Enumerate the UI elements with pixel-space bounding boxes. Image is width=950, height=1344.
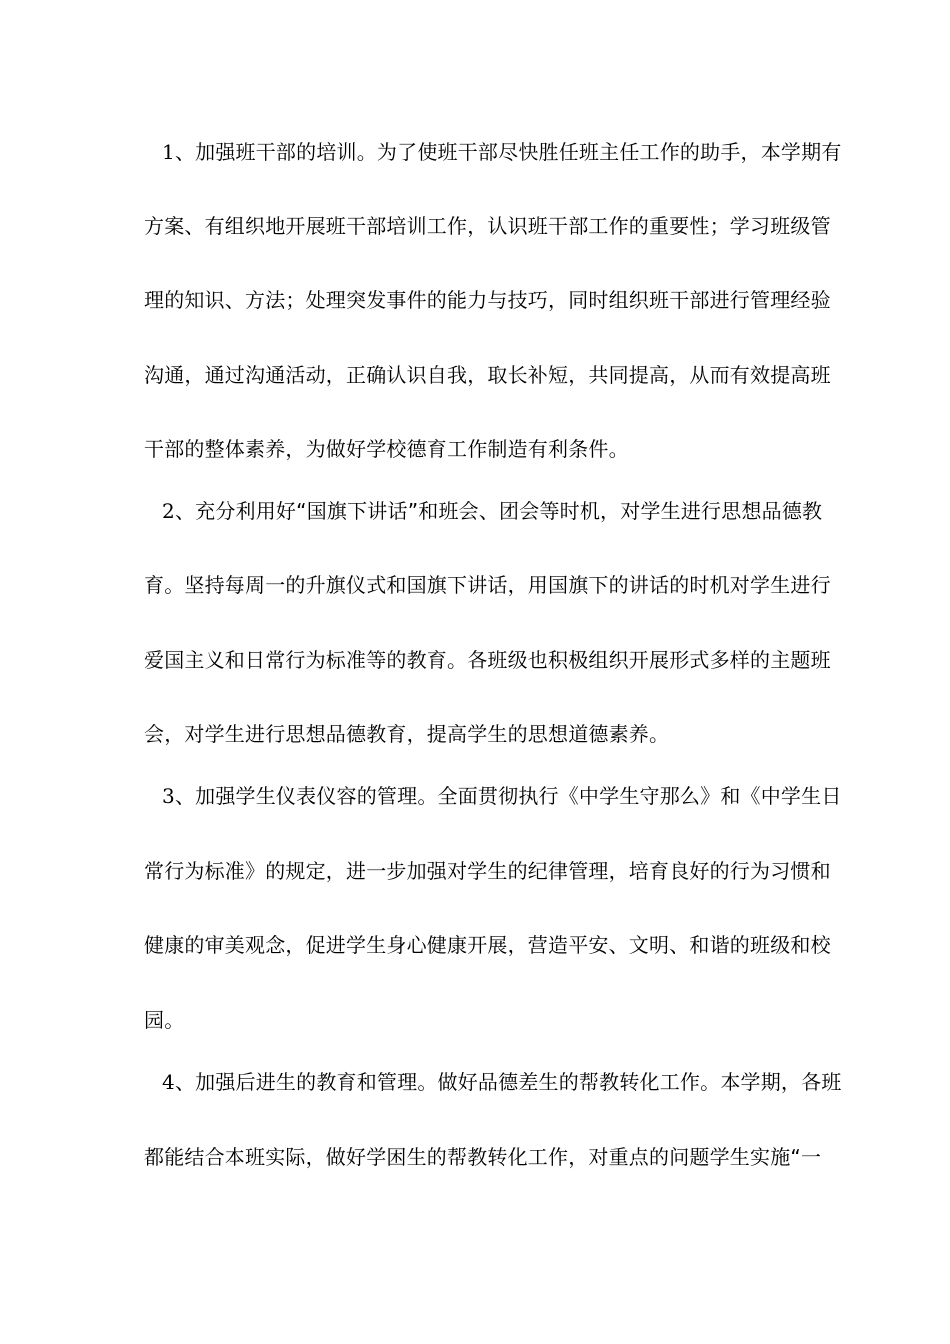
paragraph-1-line-5: 干部的整体素养，为做好学校德育工作制造有利条件。 xyxy=(144,437,629,461)
paragraph-1-text-1: 、加强班干部的培训。为了使班干部尽快胜任班主任工作的助手，本学期有 xyxy=(174,140,842,164)
paragraph-3-line-4: 园。 xyxy=(144,1008,185,1032)
paragraph-3-line-1 xyxy=(162,782,842,810)
paragraph-1-number: 1 xyxy=(162,140,175,164)
paragraph-2-line-1 xyxy=(162,497,842,525)
paragraph-3-text-1: 、加强学生仪表仪容的管理。全面贯彻执行《中学生守那么》和《中学生日 xyxy=(174,784,842,808)
paragraph-4-line-1 xyxy=(162,1068,842,1096)
paragraph-1-line-2: 方案、有组织地开展班干部培训工作，认识班干部工作的重要性；学习班级管 xyxy=(144,214,831,238)
paragraph-3-line-2: 常行为标准》的规定，进一步加强对学生的纪律管理，培育良好的行为习惯和 xyxy=(144,859,831,883)
paragraph-3-line-3: 健康的审美观念，促进学生身心健康开展，营造平安、文明、和谐的班级和校 xyxy=(144,933,831,957)
paragraph-2-number: 2 xyxy=(162,499,175,523)
paragraph-2-line-3: 爱国主义和日常行为标准等的教育。各班级也积极组织开展形式多样的主题班 xyxy=(144,648,831,672)
paragraph-2-text-1: 、充分利用好“国旗下讲话”和班会、团会等时机，对学生进行思想品德教 xyxy=(174,499,823,523)
paragraph-1-line-3: 理的知识、方法；处理突发事件的能力与技巧，同时组织班干部进行管理经验 xyxy=(144,288,831,312)
paragraph-3-number: 3 xyxy=(162,784,175,808)
paragraph-2-line-2: 育。坚持每周一的升旗仪式和国旗下讲话，用国旗下的讲话的时机对学生进行 xyxy=(144,573,831,597)
paragraph-1-line-1 xyxy=(162,138,842,166)
paragraph-4-text-1: 、加强后进生的教育和管理。做好品德差生的帮教转化工作。本学期，各班 xyxy=(174,1070,842,1094)
paragraph-1-line-4: 沟通，通过沟通活动，正确认识自我，取长补短，共同提高，从而有效提高班 xyxy=(144,363,831,387)
paragraph-4-number: 4 xyxy=(162,1070,175,1094)
paragraph-2-line-4: 会，对学生进行思想品德教育，提高学生的思想道德素养。 xyxy=(144,722,670,746)
paragraph-4-line-2: 都能结合本班实际，做好学困生的帮教转化工作，对重点的问题学生实施“一 xyxy=(144,1145,822,1169)
